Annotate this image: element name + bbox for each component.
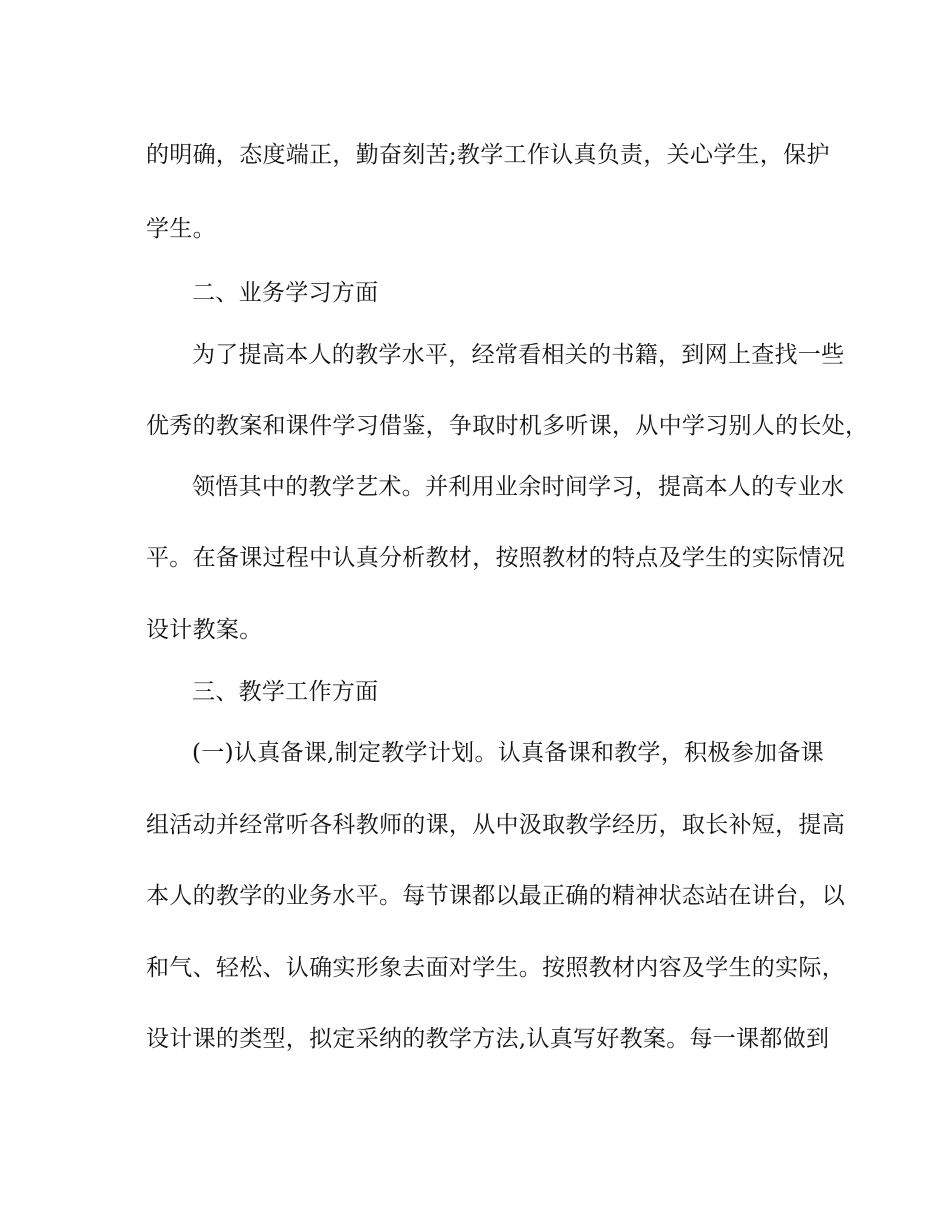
text-line: 设计教案。 bbox=[146, 617, 263, 643]
section-heading: 二、业务学习方面 bbox=[192, 280, 379, 306]
section-heading: 三、教学工作方面 bbox=[192, 679, 379, 705]
text-line: (一)认真备课,制定教学计划。认真备课和教学，积极参加备课 bbox=[192, 740, 824, 766]
text-line: 为了提高本人的教学水平，经常看相关的书籍，到网上查找一些 bbox=[192, 342, 845, 368]
text-line: 优秀的教案和课件学习借鉴，争取时机多听课，从中学习别人的长处， bbox=[146, 413, 869, 439]
text-line: 和气、轻松、认确实形象去面对学生。按照教材内容及学生的实际， bbox=[146, 955, 845, 981]
text-line: 平。在备课过程中认真分析教材，按照教材的特点及学生的实际情况 bbox=[146, 545, 845, 571]
text-line: 设计课的类型，拟定采纳的教学方法,认真写好教案。每一课都做到 bbox=[146, 1026, 830, 1052]
text-line: 的明确，态度端正，勤奋刻苦;教学工作认真负责，关心学生，保护 bbox=[146, 142, 830, 168]
text-line: 本人的教学的业务水平。每节课都以最正确的精神状态站在讲台，以 bbox=[146, 883, 845, 909]
text-line: 组活动并经常听各科教师的课，从中汲取教学经历，取长补短，提高 bbox=[146, 812, 845, 838]
text-line: 学生。 bbox=[146, 216, 216, 242]
text-line: 领悟其中的教学艺术。并利用业余时间学习，提高本人的专业水 bbox=[192, 474, 845, 500]
